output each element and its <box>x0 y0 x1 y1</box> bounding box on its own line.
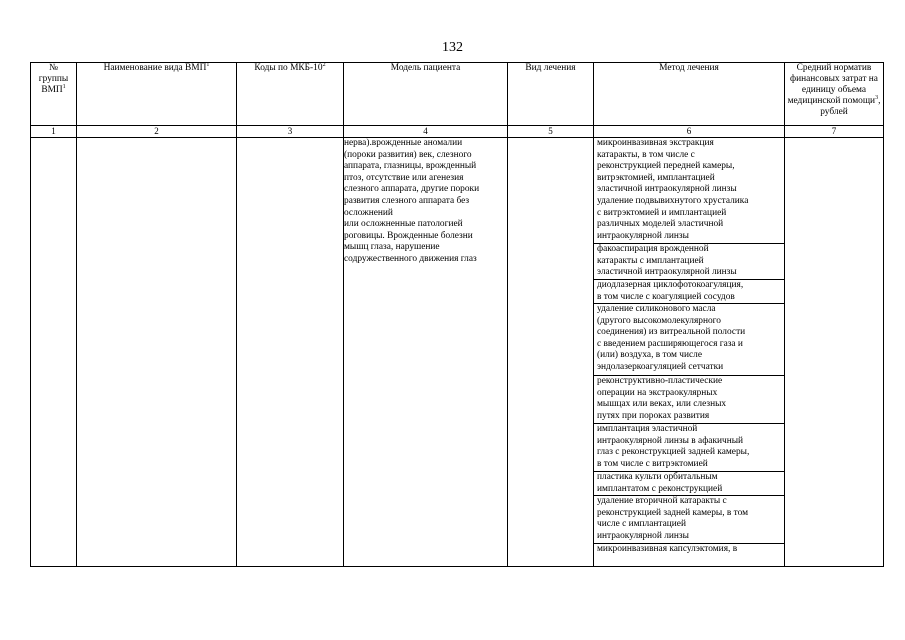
header-cost-norm: Средний норматив финансовых затрат на единицу объема медицинской помощи$^3$, рублей <box>785 63 884 126</box>
vmp-table <box>30 62 884 567</box>
method-item: имплантация эластичной интраокулярной линзы в афакичный глаз с реконструкцией задней камеры, в том числе с витрэктомией <box>594 424 784 472</box>
header-icd-codes: Коды по МКБ-$10^2$ <box>237 63 344 126</box>
header-patient-model: Модель пациента <box>344 63 508 126</box>
column-number: 2 <box>77 126 237 138</box>
column-number: 7 <box>785 126 884 138</box>
header-row <box>31 63 884 126</box>
method-item: факоаспирация врожденной катаракты с имплантацией эластичной интраокулярной линзы <box>594 244 784 280</box>
patient-model-cell: нерва).врожденные аномалии (пороки развития) век, слезного аппарата, глазницы, врожденный птоз, отсутствие или агенезия слезного аппарата, другие пороки развития слезного аппарата без осложнений или осложненные патологией роговицы. Врожденные болезни мышц глаза, нарушение содружественного движения глаз <box>344 138 508 567</box>
column-number: 6 <box>594 126 785 138</box>
method-item: удаление силиконового масла (другого высокомолекулярного соединения) из витреальной полости с введением расширяющегося газа и (или) воздуха, в том числе эндолазеркоагуляцией сетчатки <box>594 304 784 376</box>
column-number-row <box>31 126 884 138</box>
header-group-number: № группы ВМП$^1$ <box>31 63 77 126</box>
method-item: реконструктивно-пластические операции на экстраокулярных мышцах или веках, или слезных путях при пороках развития <box>594 376 784 424</box>
treatment-methods-cell <box>594 138 785 567</box>
method-item: микроинвазивная экстракция катаракты, в том числе с реконструкцией передней камеры, витрэктомией, имплантацией эластичной интраокулярной линзы удаление подвывихнутого хрусталика с витрэктомией и имплантацией различных моделей эластичной интраокулярной линзы <box>594 138 784 244</box>
method-item: удаление вторичной катаракты с реконструкцией задней камеры, в том числе с имплантацией интраокулярной линзы <box>594 496 784 544</box>
icd-codes-cell <box>237 138 344 567</box>
header-treatment-type: Вид лечения <box>508 63 594 126</box>
treatment-type-cell <box>508 138 594 567</box>
column-number: 4 <box>344 126 508 138</box>
cost-norm-cell <box>785 138 884 567</box>
column-number: 3 <box>237 126 344 138</box>
header-vmp-name: Наименование вида ВМП$^1$ <box>77 63 237 126</box>
column-number: 5 <box>508 126 594 138</box>
method-item: пластика культи орбитальным имплантатом с реконструкцией <box>594 472 784 496</box>
method-item: диодлазерная циклофотокоагуляция, в том числе с коагуляцией сосудов <box>594 280 784 304</box>
column-number: 1 <box>31 126 77 138</box>
page-number: 132 <box>442 40 463 55</box>
vmp-name-cell <box>77 138 237 567</box>
header-treatment-method: Метод лечения <box>594 63 785 126</box>
table-row <box>31 138 884 567</box>
method-item: микроинвазивная капсулэктомия, в <box>597 544 738 554</box>
group-number-cell <box>31 138 77 567</box>
